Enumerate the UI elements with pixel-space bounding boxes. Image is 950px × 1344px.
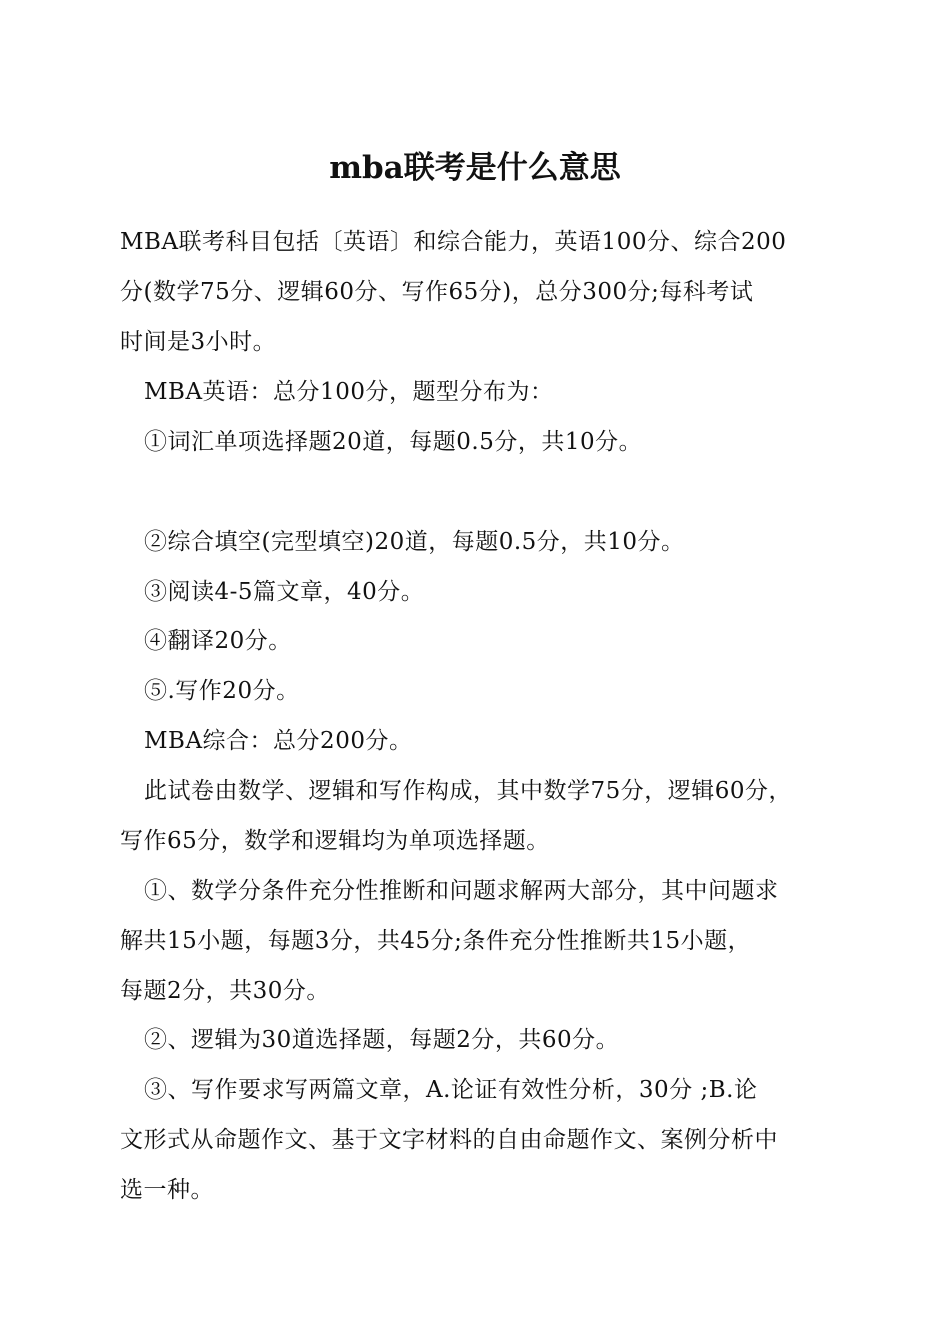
comprehensive-heading: MBA综合：总分200分。 (144, 728, 413, 754)
math-item-line-2: 解共15小题，每题3分，共45分;条件充分性推断共15小题， (120, 928, 752, 954)
english-item-2: ②综合填空(完型填空)20道，每题0.5分，共10分。 (144, 529, 685, 555)
logic-item: ②、逻辑为30道选择题，每题2分，共60分。 (144, 1027, 620, 1053)
intro-line-2: 分(数学75分、逻辑60分、写作65分)，总分300分;每科考试 (120, 279, 754, 305)
english-item-1: ①词汇单项选择题20道，每题0.5分，共10分。 (144, 429, 643, 455)
comprehensive-desc-line-2: 写作65分，数学和逻辑均为单项选择题。 (120, 828, 550, 854)
intro-line-3: 时间是3小时。 (120, 329, 277, 355)
intro-line-1: MBA联考科目包括〔英语〕和综合能力，英语100分、综合200 (120, 229, 787, 255)
writing-item-line-1: ③、写作要求写两篇文章，A.论证有效性分析，30分 ;B.论 (144, 1077, 758, 1103)
math-item-line-1: ①、数学分条件充分性推断和问题求解两大部分，其中问题求 (144, 878, 779, 904)
english-item-5: ⑤.写作20分。 (144, 678, 300, 704)
english-item-4: ④翻译20分。 (144, 628, 292, 654)
english-item-3: ③阅读4-5篇文章，40分。 (144, 579, 425, 605)
document-title: mba联考是什么意思 (329, 150, 621, 186)
math-item-line-3: 每题2分，共30分。 (120, 978, 330, 1004)
comprehensive-desc-line-1: 此试卷由数学、逻辑和写作构成，其中数学75分，逻辑60分， (144, 778, 793, 804)
writing-item-line-3: 选一种。 (120, 1177, 214, 1203)
english-heading: MBA英语：总分100分，题型分布为： (144, 379, 554, 405)
writing-item-line-2: 文形式从命题作文、基于文字材料的自由命题作文、案例分析中 (120, 1127, 778, 1153)
